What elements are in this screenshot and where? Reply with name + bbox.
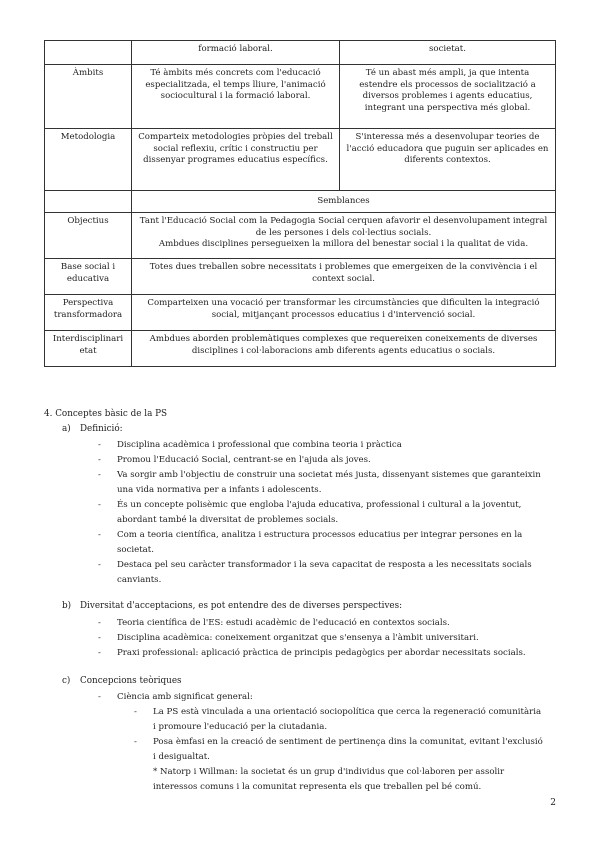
table-row	[45, 41, 556, 65]
table-cell: societat.	[340, 41, 556, 65]
list-item: - Promou l'Educació Social, centrant-se en l'ajuda als joves.	[98, 453, 558, 468]
list-item: - Teoria científica de l'ES: estudi acadèmic de l'educació en contextos socials.	[98, 616, 558, 631]
list-item: - Va sorgir amb l'objectiu de construir una societat més justa, dissenyant sistemes que garanteixin una vida normativa per a infants i adolescents.	[98, 468, 558, 498]
table-cell: Té àmbits més concrets com l'educació especialitzada, el temps lliure, l'animació sociocultural i la formació laboral.	[132, 65, 340, 129]
row-label-objectius: Objectius	[45, 213, 132, 259]
table-row	[45, 295, 556, 331]
semblances-header: Semblances	[132, 191, 556, 213]
table-cell	[45, 41, 132, 65]
table-cell: Totes dues treballen sobre necessitats i problemes que emergeixen de la convivència i el context social.	[132, 259, 556, 295]
table-row	[45, 259, 556, 295]
table-cell: Comparteix metodologies pròpies del treball social reflexiu, crític i constructiu per dissenyar programes educatius específics.	[132, 129, 340, 191]
list-item: - Posa èmfasi en la creació de sentiment de pertinença dins la comunitat, evitant l'exclusió i desigualtat.	[134, 735, 544, 765]
list-item: - Praxi professional: aplicació pràctica de principis pedagògics per abordar necessitats socials.	[98, 646, 558, 661]
row-label-base-social: Base social i educativa	[45, 259, 132, 295]
list-item: - És un concepte polisèmic que engloba l'ajuda educativa, professional i cultural a la joventut, abordant també la diversitat de problemes socials.	[98, 498, 558, 528]
subsection-title: Concepcions teòriques	[80, 676, 182, 686]
row-label-metodologia: Metodologia	[45, 129, 132, 191]
row-label-interdisciplinarietat: Interdisciplinari etat	[45, 331, 132, 367]
list-item: - La PS està vinculada a una orientació sociopolítica que cerca la regeneració comunitària i promoure l'educació per la ciutadania.	[134, 705, 544, 735]
table-row	[45, 191, 556, 213]
subsection-b-heading	[62, 601, 402, 611]
table-cell: S'interessa més a desenvolupar teories de l'acció educadora que puguin ser aplicades en diferents contextos.	[340, 129, 556, 191]
definition-list	[98, 438, 558, 588]
row-label-perspectiva: Perspectiva transformadora	[45, 295, 132, 331]
section-heading: 4. Conceptes bàsic de la PS	[44, 409, 168, 419]
list-item: - Disciplina acadèmica: coneixement organitzat que s'ensenya a l'àmbit universitari.	[98, 631, 558, 646]
table-cell: Té un abast més ampli, ja que intenta estendre els processos de socialització a diversos problemes i agents educatius, integrant una perspectiva més global.	[340, 65, 556, 129]
subsection-a-heading	[62, 424, 123, 434]
page-number: 2	[550, 798, 556, 808]
table-row	[45, 331, 556, 367]
list-item: - Destaca pel seu caràcter transformador i la seva capacitat de resposta a les necessitats socials canviants.	[98, 558, 558, 588]
subsection-letter: c)	[62, 676, 71, 686]
table-row	[45, 65, 556, 129]
subsection-title: Definició:	[80, 424, 123, 434]
table-cell	[132, 213, 556, 259]
cell-line: Ambdues disciplines persegueixen la millora del benestar social i la qualitat de vida.	[158, 239, 529, 249]
list-item: - Ciència amb significat general:	[98, 690, 558, 705]
list-item: - Disciplina acadèmica i professional que combina teoria i pràctica	[98, 438, 558, 453]
subsection-title: Diversitat d'acceptacions, es pot entendre des de diverses perspectives:	[80, 601, 403, 611]
subsection-letter: b)	[62, 601, 72, 611]
concepcions-sublist	[134, 705, 544, 765]
subsection-letter: a)	[62, 424, 71, 434]
perspectives-list	[98, 616, 558, 661]
table-row	[45, 129, 556, 191]
cell-line: Tant l'Educació Social com la Pedagogia Social cerquen afavorir el desenvolupament integral de les persones i dels col·lectius socials.	[139, 216, 548, 238]
author-note: * Natorp i Willman: la societat és un grup d'individus que col·laboren per assolir interessos comuns i la comunitat representa els que treballen pel bé comú.	[153, 767, 505, 792]
row-label-ambits: Àmbits	[45, 65, 132, 129]
comparison-table	[44, 40, 556, 367]
table-cell: formació laboral.	[132, 41, 340, 65]
list-item: - Com a teoria científica, analitza i estructura processos educatius per integrar persones en la societat.	[98, 528, 558, 558]
table-row	[45, 213, 556, 259]
concepcions-list	[98, 690, 558, 705]
table-cell: Comparteixen una vocació per transformar les circumstàncies que dificulten la integració social, mitjançant processos educatius i d'intervenció social.	[132, 295, 556, 331]
table-cell	[45, 191, 132, 213]
subsection-c-heading	[62, 676, 182, 686]
table-cell: Ambdues aborden problemàtiques complexes que requereixen coneixements de diverses disciplines i col·laboracions amb diferents agents educatius o socials.	[132, 331, 556, 367]
